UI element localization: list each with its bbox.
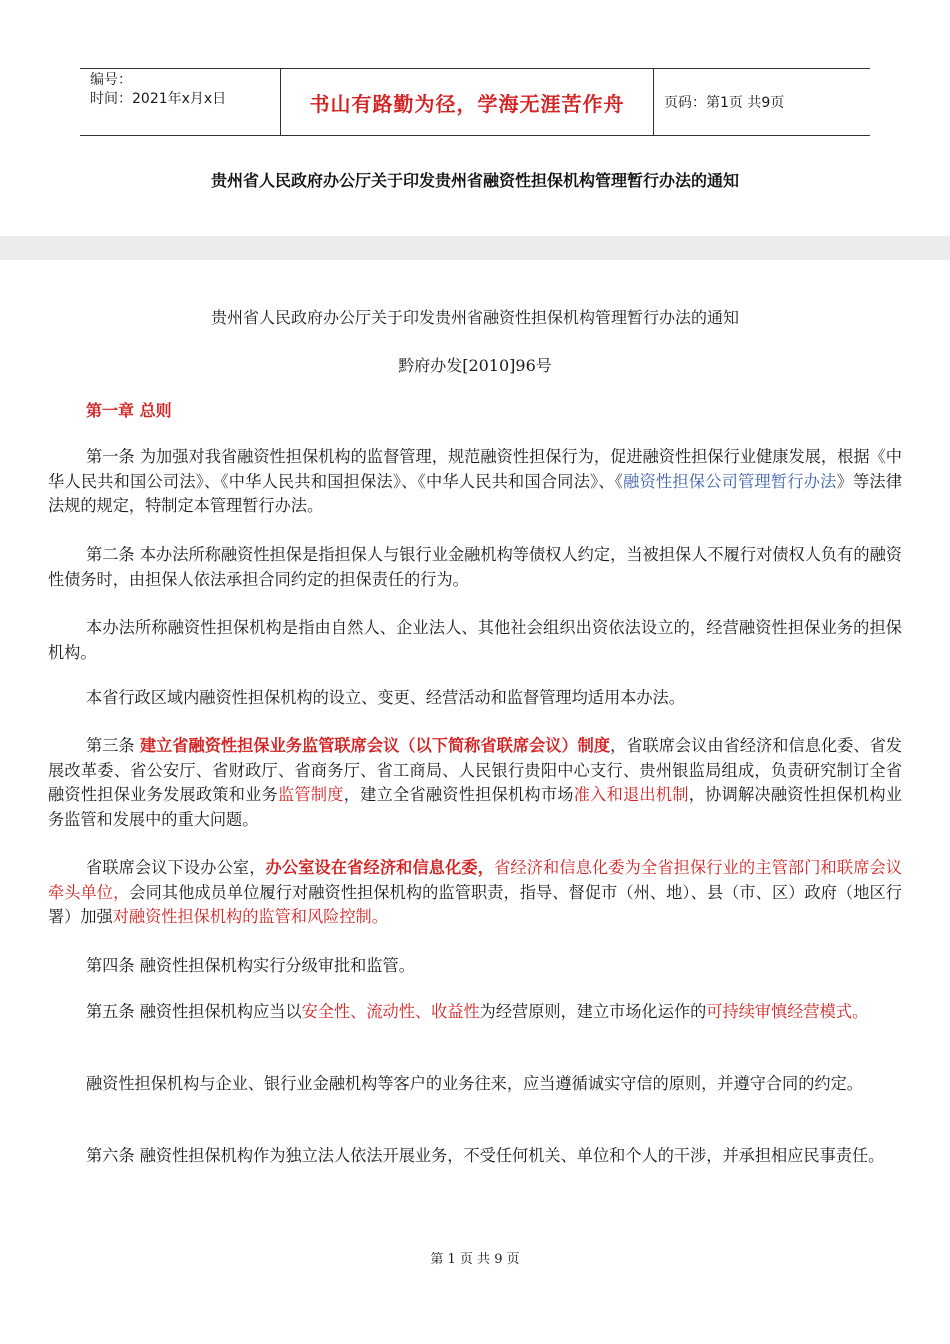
page-code: 页码：第1页 共9页 (664, 95, 785, 111)
time-label: 时间：2021年x月x日 (90, 91, 227, 107)
doc-number: 黔府办发[2010]96号 (398, 356, 552, 375)
header-table (80, 68, 870, 136)
document-title: 贵州省人民政府办公厅关于印发贵州省融资性担保机构管理暂行办法的通知 (210, 171, 739, 190)
paragraph-integrity: 融资性担保机构与企业、银行业金融机构等客户的业务往来，应当遵循诚实守信的原则，并遵守合同的约定。 (86, 1074, 863, 1093)
paragraph-office: 省联席会议下设办公室，办公室设在省经济和信息化委，省经济和信息化委为全省担保行业的主管部门和联席会议牵头单位，会同其他成员单位履行对融资性担保机构的监管职责，指导、督促市（州、地）、县（市、区）政府（地区行署）加强对融资性担保机构的监管和风险控制。 (48, 858, 903, 926)
article-2: 第二条 本办法所称融资性担保是指担保人与银行业金融机构等债权人约定，当被担保人不履行对债权人负有的融资性债务时，由担保人依法承担合同约定的担保责任的行为。 (48, 545, 902, 589)
paragraph-scope: 本省行政区域内融资性担保机构的设立、变更、经营活动和监督管理均适用本办法。 (86, 688, 685, 707)
article-3: 第三条 建立省融资性担保业务监管联席会议（以下简称省联席会议）制度，省联席会议由省经济和信息化委、省发展改革委、省公安厅、省财政厅、省商务厅、省工商局、人民银行贵阳中心支行、贵州银监局组成，负责研究制订全省融资性担保业务发展政策和业务监管制度，建立全省融资性担保机构市场准入和退出机制，协调解决融资性担保机构业务监管和发展中的重大问题。 (48, 736, 903, 829)
subtitle: 贵州省人民政府办公厅关于印发贵州省融资性担保机构管理暂行办法的通知 (210, 308, 739, 327)
article-4: 第四条 融资性担保机构实行分级审批和监管。 (86, 956, 415, 975)
divider-band (0, 236, 950, 260)
page-footer: 第 1 页 共 9 页 (430, 1252, 520, 1267)
header-meta-cell (80, 69, 281, 135)
chapter-heading: 第一章 总则 (86, 401, 172, 420)
motto: 书山有路勤为径，学海无涯苦作舟 (281, 69, 654, 135)
article-6: 第六条 融资性担保机构作为独立法人依法开展业务，不受任何机关、单位和个人的干涉，并承担相应民事责任。 (86, 1146, 885, 1165)
paragraph-definition: 本办法所称融资性担保机构是指由自然人、企业法人、其他社会组织出资依法设立的，经营融资性担保业务的担保机构。 (48, 618, 902, 662)
article-5: 第五条 融资性担保机构应当以安全性、流动性、收益性为经营原则，建立市场化运作的可持续审慎经营模式。 (86, 1002, 869, 1021)
law-link[interactable]: 融资性担保公司管理暂行办法 (623, 471, 837, 491)
number-label: 编号： (90, 72, 132, 88)
article-1: 第一条 为加强对我省融资性担保机构的监督管理，规范融资性担保行为，促进融资性担保行业健康发展，根据《中华人民共和国公司法》、《中华人民共和国担保法》、《中华人民共和国合同法》、《融资性担保公司管理暂行办法》等法律法规的规定，特制定本管理暂行办法。 (48, 447, 903, 515)
